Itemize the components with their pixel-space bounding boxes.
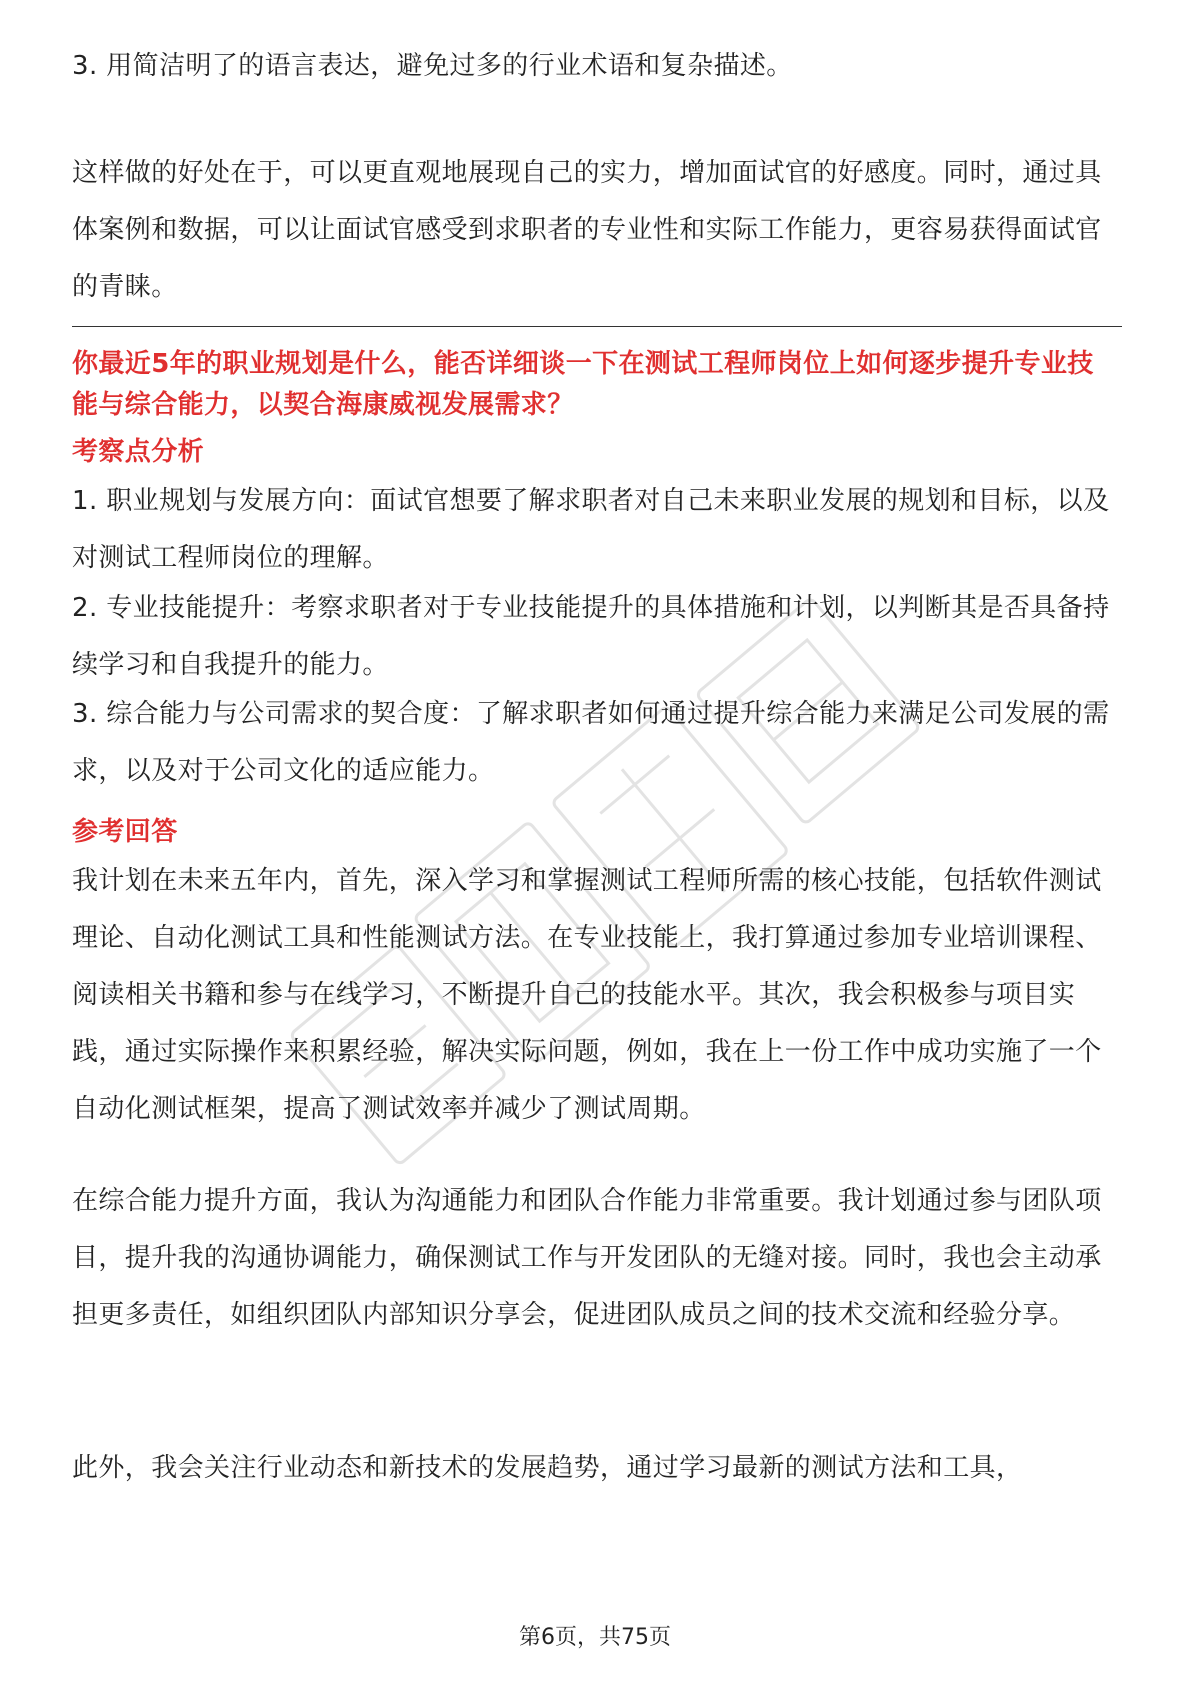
summary-paragraph: 这样做的好处在于，可以更直观地展现自己的实力，增加面试官的好感度。同时，通过具体案例和数据，可以让面试官感受到求职者的专业性和实际工作能力，更容易获得面试官的青睐。 <box>72 158 1102 302</box>
answer-paragraph-1: 我计划在未来五年内，首先，深入学习和掌握测试工程师所需的核心技能，包括软件测试理论、自动化测试工具和性能测试方法。在专业技能上，我打算通过参加专业培训课程、阅读相关书籍和参与在线学习，不断提升自己的技能水平。其次，我会积极参与项目实践，通过实际操作来积累经验，解决实际问题，例如，我在上一份工作中成功实施了一个自动化测试框架，提高了测试效率并减少了测试周期。 <box>72 866 1102 1124</box>
answer-title: 参考回答 <box>72 817 178 847</box>
answer-paragraph-3: 此外，我会关注行业动态和新技术的发展趋势，通过学习最新的测试方法和工具， <box>72 1453 1023 1483</box>
analysis-item-2: 2. 专业技能提升：考察求职者对于专业技能提升的具体措施和计划，以判断其是否具备持续学习和自我提升的能力。 <box>72 593 1110 680</box>
page-number-footer: 第6页，共75页 <box>519 1625 671 1650</box>
section-divider <box>72 326 1122 327</box>
analysis-title: 考察点分析 <box>72 437 205 467</box>
analysis-item-1: 1. 职业规划与发展方向：面试官想要了解求职者对自己未来职业发展的规划和目标，以及对测试工程师岗位的理解。 <box>72 486 1110 573</box>
answer-paragraph-2: 在综合能力提升方面，我认为沟通能力和团队合作能力非常重要。我计划通过参与团队项目，提升我的沟通协调能力，确保测试工作与开发团队的无缝对接。同时，我也会主动承担更多责任，如组织团队内部知识分享会，促进团队成员之间的技术交流和经验分享。 <box>72 1186 1102 1330</box>
analysis-item-3: 3. 综合能力与公司需求的契合度：了解求职者如何通过提升综合能力来满足公司发展的需求，以及对于公司文化的适应能力。 <box>72 699 1110 786</box>
question-heading: 你最近5年的职业规划是什么，能否详细谈一下在测试工程师岗位上如何逐步提升专业技能与综合能力，以契合海康威视发展需求？ <box>72 349 1094 420</box>
top-list-item-3: 3. 用简洁明了的语言表达，避免过多的行业术语和复杂描述。 <box>72 51 793 81</box>
